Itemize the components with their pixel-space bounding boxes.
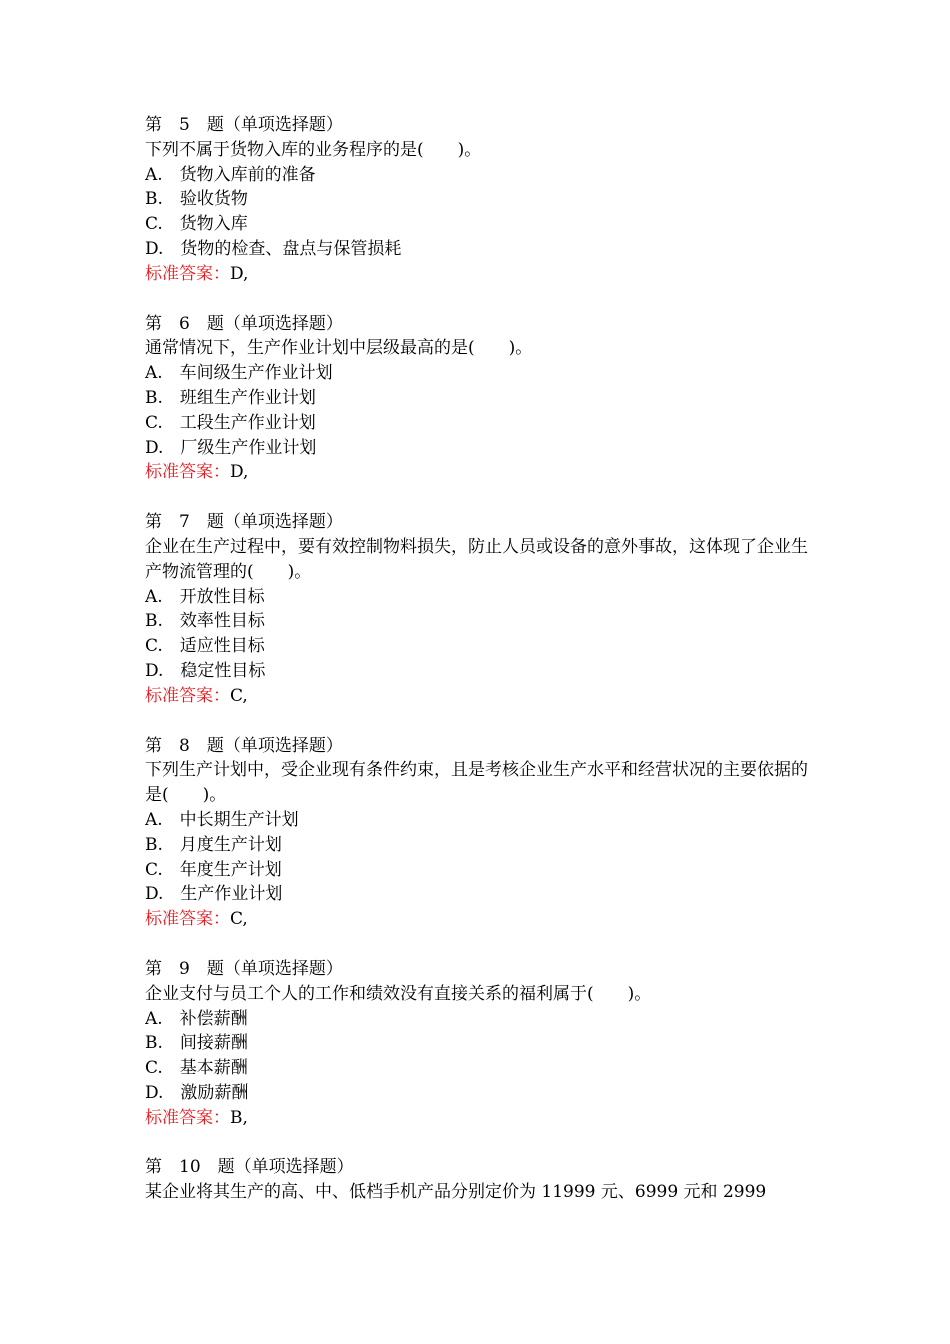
answer-value: D, [230,263,249,284]
option-a: A. 中长期生产计划 [145,809,299,830]
document-page [145,113,810,1230]
question-header: 第 10 题（单项选择题） [145,1157,354,1178]
answer-label: 标准答案： [145,909,230,930]
answer-label: 标准答案： [145,263,230,284]
option-c: C. 基本薪酬 [145,1058,248,1079]
option-a: A. 货物入库前的准备 [145,164,316,185]
option-d: D. 生产作业计划 [145,884,283,905]
option-d: D. 稳定性目标 [145,660,266,681]
option-c: C. 年度生产计划 [145,859,282,880]
question-7 [145,510,810,708]
question-10 [145,1155,810,1205]
question-9 [145,957,810,1131]
question-8 [145,734,810,932]
option-c: C. 适应性目标 [145,636,265,657]
option-d: D. 激励薪酬 [145,1082,249,1103]
option-b: B. 效率性目标 [145,611,265,632]
option-b: B. 月度生产计划 [145,834,282,855]
question-header: 第 7 题（单项选择题） [145,512,343,533]
question-stem: 企业在生产过程中，要有效控制物料损失，防止人员或设备的意外事故，这体现了企业生产物流管理的( )。 [145,536,808,582]
answer-label: 标准答案： [145,685,230,706]
option-d: D. 厂级生产作业计划 [145,437,317,458]
question-6 [145,312,810,486]
answer-label: 标准答案： [145,462,230,483]
question-header: 第 5 题（单项选择题） [145,115,343,135]
standard-answer [145,1106,810,1131]
question-header: 第 6 题（单项选择题） [145,313,343,334]
option-a: A. 车间级生产作业计划 [145,363,333,384]
option-c: C. 货物入库 [145,214,248,235]
answer-value: D, [230,462,249,483]
standard-answer [145,684,810,709]
option-d: D. 货物的检查、盘点与保管损耗 [145,238,402,259]
option-c: C. 工段生产作业计划 [145,412,316,433]
option-a: A. 开放性目标 [145,586,265,607]
option-b: B. 间接薪酬 [145,1033,248,1054]
standard-answer [145,460,810,485]
question-stem: 某企业将其生产的高、中、低档手机产品分别定价为 11999 元、6999 元和 2999 [145,1182,767,1203]
answer-value: B, [230,1107,248,1128]
option-a: A. 补偿薪酬 [145,1008,248,1029]
question-5 [145,113,810,287]
question-header: 第 9 题（单项选择题） [145,958,343,979]
question-header: 第 8 题（单项选择题） [145,735,343,756]
option-b: B. 班组生产作业计划 [145,387,316,408]
standard-answer [145,262,810,287]
question-stem: 通常情况下，生产作业计划中层级最高的是( )。 [145,338,533,359]
question-stem: 下列生产计划中，受企业现有条件约束，且是考核企业生产水平和经营状况的主要依据的是( )。 [145,760,808,806]
standard-answer [145,907,810,932]
answer-label: 标准答案： [145,1107,230,1128]
answer-value: C, [230,685,248,706]
question-stem: 企业支付与员工个人的工作和绩效没有直接关系的福利属于( )。 [145,983,652,1004]
answer-value: C, [230,909,248,930]
question-stem: 下列不属于货物入库的业务程序的是( )。 [145,139,482,160]
option-b: B. 验收货物 [145,189,248,210]
